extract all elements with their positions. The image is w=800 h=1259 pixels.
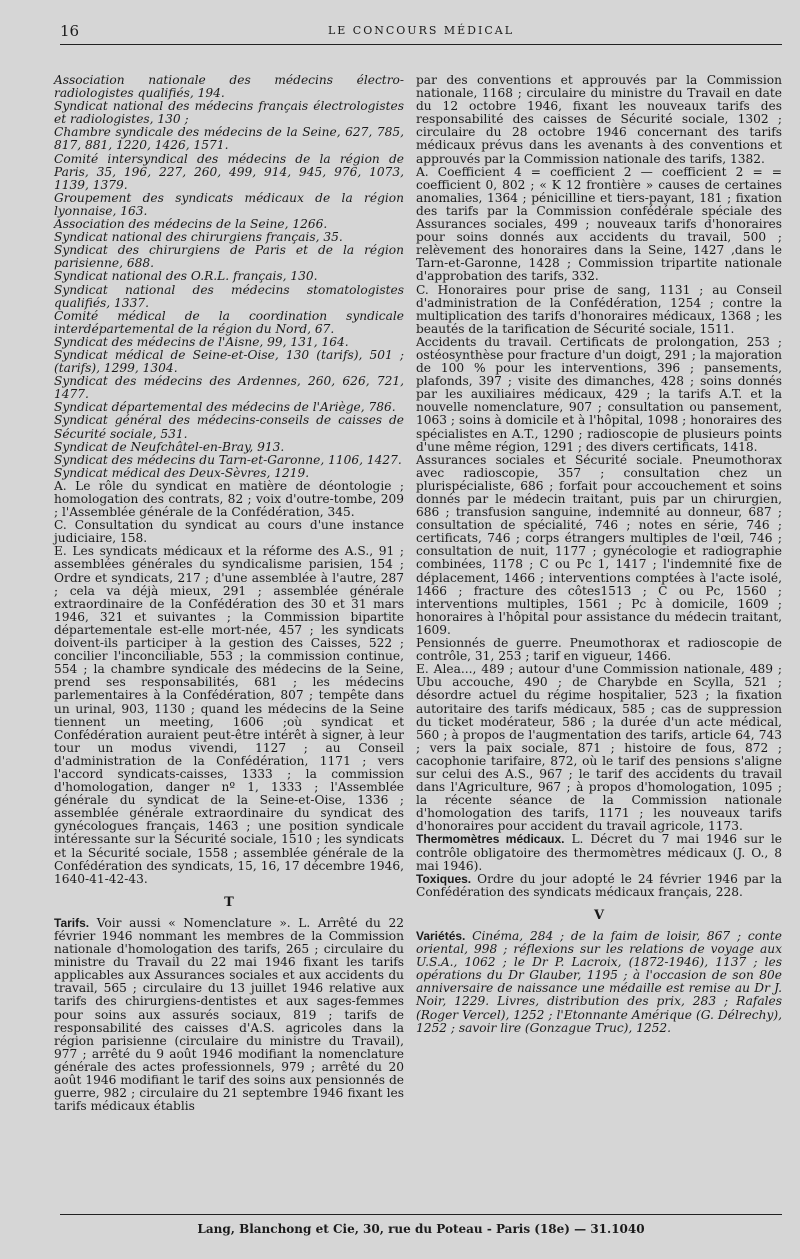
index-entry: Syndicat national des médecins français électrologistes et radiologistes, 130 ; — [54, 99, 404, 127]
tarifs-title: Tarifs. — [54, 915, 90, 930]
index-paragraph-e: E. Les syndicats médicaux et la réforme des A.S., 91 ; assemblées générales du syndicalisme parisien, 154 ; Ordre et syndicats, 217 ; d'une assemblée à l'autre, 287 ; cela va déjà mieux, 291 ; assemblée générale extraordinaire de la Confédération des 30 et 31 mars 1946, 321 et suivantes ; la Commission bipartite départementale est-elle mort-née, 457 ; les syndicats doivent-ils participer à la gestion des Caisses, 522 ; concilier l'inconciliable, 553 ; la commission continue, 554 ; la chambre syndicale des médecins de la Seine, prend ses responsabilités, 681 ; les médecins parlementaires à la Confédération, 807 ; tempête dans un urinal, 903, 1130 ; quand les médecins de la Seine tiennent un meeting, 1606 ;où syndicat et Confédération auraient peut-être intérêt à signer, à leur tour un modus vivendi, 1127 ; au Conseil d'administration de la Confédération, 1171 ; vers l'accord syndicats-caisses, 1333 ; la commission d'homologation, danger nº 1, 1333 ; l'Assemblée générale du syndicat de la Seine-et-Oise, 1336 ; assemblée générale extraordinaire du syndicat des gynécologues français, 1463 ; une position syndicale intéressante sur la Sécurité sociale, 1510 ; les syndicats et la Sécurité sociale, 1558 ; assemblée générale de la Confédération des syndicats, 15, 16, 17 décembre 1946, 1640-41-42-43. — [54, 544, 404, 886]
tarifs-body: Voir aussi « Nomenclature ». L. Arrêté du 22 février 1946 nommant les membres de la Commission nationale d'homologation des tarifs, 265 ; circulaire du ministre du Travail du 22 mai 1946 fixant les tarifs applicables aux Assurances sociales et aux accidents du travail, 565 ; circulaire du 13 juillet 1946 relative aux tarifs des chirurgiens-dentistes et aux sages-femmes pour soins aux assurés sociaux, 819 ; tarifs de responsabilité des caisses d'A.S. agricoles dans la région parisienne (circulaire du ministre du Travail), 977 ; arrêté du 9 août 1946 modifiant la nomenclature générale des actes professionnels, 979 ; arrêté du 20 août 1946 modifiant le tarif des soins aux pensionnés de guerre, 982 ; circulaire du 21 septembre 1946 fixant les tarifs médicaux établis — [54, 915, 405, 1114]
accidents-du-travail: Accidents du travail. Certificats de prolongation, 253 ; ostéosynthèse pour fracture d'un doigt, 291 ; la majoration de 100 % pour les interventions, 396 ; pansements, plafonds, 397 ; visite des dimanches, 428 ; soins donnés par les auxiliaires médicaux, 429 ; la tarifs A.T. et la nouvelle nomenclature, 907 ; consultation ou pansement, 1063 ; soins à domicile et à l'hôpital, 1098 ; honoraires des spécialistes en A.T., 1290 ; radioscopie de plusieurs points d'une même région, 1291 ; des divers certificats, 1418. — [416, 334, 782, 454]
index-entry: Syndicat national des chirurgiens français, 35. — [54, 230, 343, 245]
right-column — [416, 74, 782, 1035]
pensionnes-de-guerre: Pensionnés de guerre. Pneumothorax et radioscopie de contrôle, 31, 253 ; tarif en vigueur, 1466. — [416, 636, 782, 664]
footer-rule — [60, 1214, 782, 1215]
toxiques-entry — [416, 873, 782, 899]
index-entry: Association des médecins de la Seine, 1266. — [54, 217, 328, 232]
index-paragraph-a: A. Le rôle du syndicat en matière de déontologie ; homologation des contrats, 82 ; voix d'outre-tombe, 209 ; l'Assemblée générale de la Confédération, 345. — [54, 478, 404, 520]
index-entry: Chambre syndicale des médecins de la Seine, 627, 785, 817, 881, 1220, 1426, 1571. — [54, 125, 404, 153]
index-entry: Syndicat national des médecins stomatologistes qualifiés, 1337. — [54, 282, 404, 310]
tarifs-paragraph-a: A. Coefficient 4 = coefficient 2 — coefficient 2 = = coefficient 0, 802 ; « K 12 frontière » causes de certaines anomalies, 1364 ; pénicilline et tiers-payant, 181 ; fixation des tarifs par la Commission confédérale spéciale des Assurances sociales, 499 ; nouveaux tarifs d'honoraires pour soins donnés aux accidents du travail, 500 ; relèvement des honoraires dans la Seine, 1427 ,dans le Tarn-et-Garonne, 1428 ; Commission tripartite nationale d'approbation des tarifs, 332. — [416, 164, 782, 284]
index-entry: Association nationale des médecins électro-radiologistes qualifiés, 194. — [54, 73, 404, 101]
section-letter-v: V — [593, 907, 605, 923]
section-letter-t: T — [224, 894, 234, 910]
tarifs-paragraph-c: C. Honoraires pour prise de sang, 1131 ; au Conseil d'administration de la Confédération, 1254 ; contre la multiplication des tarifs d'honoraires médicaux, 1368 ; les beautés de la tarification de Sécurité sociale, 1511. — [416, 282, 782, 336]
index-entry: Syndicat de Neufchâtel-en-Bray, 913. — [54, 439, 285, 454]
printer-footer: Lang, Blanchong et Cie, 30, rue du Poteau - Paris (18e) — 31.1040 — [197, 1222, 645, 1236]
varietes-title: Variétés. — [416, 929, 466, 943]
index-entry: Groupement des syndicats médicaux de la région lyonnaise, 163. — [54, 190, 404, 218]
index-entry: Syndicat national des O.R.L. français, 130. — [54, 269, 318, 284]
toxiques-title: Toxiques. — [416, 871, 472, 886]
tarifs-entry — [54, 917, 404, 1113]
toxiques-body: Ordre du jour adopté le 24 février 1946 par la Confédération des syndicats médicaux français, 228. — [416, 871, 782, 899]
index-paragraph-c: C. Consultation du syndicat au cours d'une instance judiciaire, 158. — [54, 518, 404, 546]
page-number: 16 — [60, 22, 80, 40]
varietes-body: Cinéma, 284 ; de la faim de loisir, 867 ; conte oriental, 998 ; réflexions sur les relations de voyage aux U.S.A., 1062 ; le Dr P. Lacroix, (1872-1946), 1137 ; les opérations du Dr Glauber, 1195 ; à l'occasion de son 80e anniversaire de naissance une médaille est remise au Dr J. Noir, 1229. Livres, distribution des prix, 283 ; Rafales (Roger Vercel), 1252 ; l'Etonnante Amérique (G. Délrechy), 1252 ; savoir lire (Gonzague Truc), 1252. — [416, 929, 782, 1035]
tarifs-paragraph-e: E. Alea..., 489 ; autour d'une Commission nationale, 489 ; Ubu accouche, 490 ; de Charybde en Scylla, 521 ; désordre actuel du régime hospitalier, 523 ; la fixation autoritaire des tarifs médicaux, 585 ; cas de suppression du ticket modérateur, 586 ; la durée d'un acte médical, 560 ; à propos de l'augmentation des tarifs, article 64, 743 ; vers la paix sociale, 871 ; histoire de fous, 872 ; cacophonie tarifaire, 872, où le tarif des pensions s'aligne sur celui des A.S., 967 ; le tarif des accidents du travail dans l'Agriculture, 967 ; à propos d'homologation, 1095 ; la récente séance de la Commission nationale d'homologation des tarifs, 1171 ; les nouveaux tarifs d'honoraires pour accident du travail agricole, 1173. — [416, 662, 782, 834]
journal-title: LE CONCOURS MÉDICAL — [327, 24, 515, 37]
thermometres-body: L. Décret du 7 mai 1946 sur le contrôle obligatoire des thermomètres médicaux (J. O., 8 mai 1946). — [416, 832, 783, 873]
thermometres-title: Thermomètres médicaux. — [416, 832, 565, 847]
varietes-entry — [416, 930, 782, 1035]
thermometres-entry — [416, 833, 782, 872]
tarifs-continued: par des conventions et approuvés par la Commission nationale, 1168 ; circulaire du ministre du Travail en date du 12 octobre 1946, fixant les nouveaux tarifs des responsabilité des caisses de Sécurité sociale, 1302 ; circulaire du 28 octobre 1946 concernant des tarifs médicaux prévus dans les avenants à des conventions et approuvés par la Commission nationale des tarifs, 1382. — [416, 73, 782, 166]
index-entry: Syndicat des médecins des Ardennes, 260, 626, 721, 1477. — [54, 374, 404, 402]
page-header — [60, 22, 782, 45]
index-entry: Syndicat des médecins du Tarn-et-Garonne, 1106, 1427. — [54, 452, 402, 467]
index-entry: Syndicat médical de Seine-et-Oise, 130 (tarifs), 501 ; (tarifs), 1299, 1304. — [54, 347, 404, 376]
assurances-sociales: Assurances sociales et Sécurité sociale. Pneumothorax avec radioscopie, 357 ; consultation chez un plurispécialiste, 686 ; forfait pour accouchement et soins donnés par le médecin traitant, puis par un chirurgien, 686 ; transfusion sanguine, indemnité au donneur, 687 ; consultation de spécialité, 746 ; notes en série, 746 ; certificats, 746 ; corps étrangers multiples de l'œil, 746 ; consultation de nuit, 1177 ; gynécologie et radiographie combinées, 1178 ; C ou Pc 1, 1417 ; l'indemnité fixe de déplacement, 1466 ; interventions comptées à l'acte isolé, 1466 ; fracture des côtes1513 ; C ou Pc, 1560 ; interventions multiples, 1561 ; Pc à domicile, 1609 ; honoraires à l'hôpital pour assistance du médecin traitant, 1609. — [416, 452, 782, 637]
index-entry: Syndicat général des médecins-conseils de caisses de Sécurité sociale, 531. — [54, 413, 404, 441]
index-entry: Syndicat des chirurgiens de Paris et de la région parisienne, 688. — [54, 243, 404, 271]
index-entry: Comité intersyndical des médecins de la région de Paris, 35, 196, 227, 260, 499, 914, 945, 976, 1073, 1139, 1379. — [54, 151, 404, 192]
index-entry: Comité médical de la coordination syndicale interdépartemental de la région du Nord, 67. — [54, 308, 404, 336]
index-entry: Syndicat départemental des médecins de l'Ariège, 786. — [54, 400, 396, 415]
left-column — [54, 74, 404, 1113]
index-entry: Syndicat médical des Deux-Sèvres, 1219. — [54, 465, 310, 480]
index-entry: Syndicat des médecins de l'Aisne, 99, 131, 164. — [54, 334, 349, 349]
